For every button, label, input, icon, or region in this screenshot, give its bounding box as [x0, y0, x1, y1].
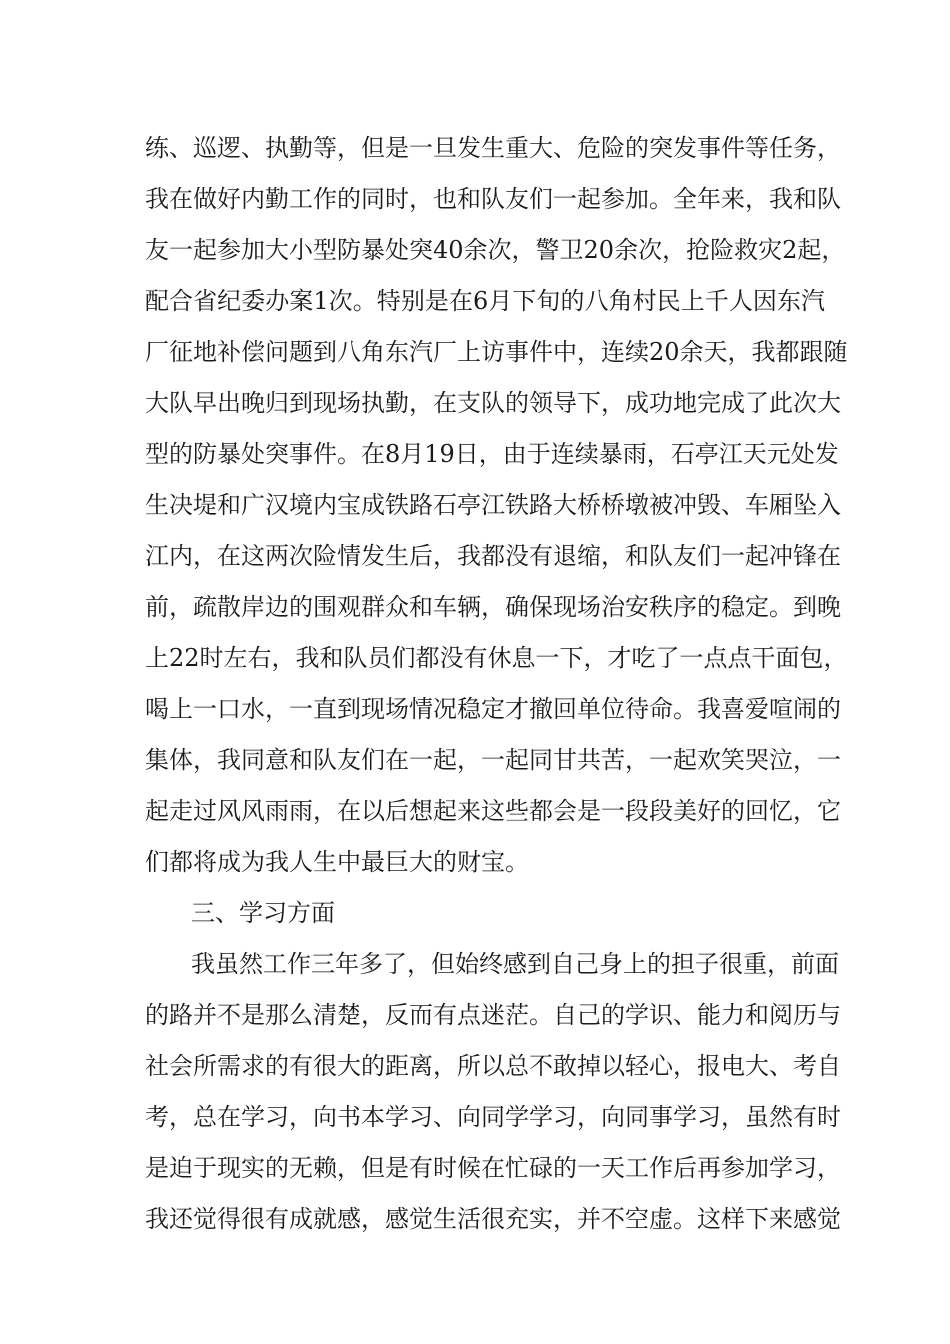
text-line: 我在做好内勤工作的同时，也和队友们一起参加。全年来，我和队	[145, 185, 841, 213]
section-heading: 三、学习方面	[191, 899, 335, 927]
text-line: 配合省纪委办案1次。特别是在6月下旬的八角村民上千人因东汽	[145, 287, 825, 315]
text-line: 练、巡逻、执勤等，但是一旦发生重大、危险的突发事件等任务，	[145, 134, 841, 162]
text-line: 生决堤和广汉境内宝成铁路石亭江铁路大桥桥墩被冲毁、车厢坠入	[145, 491, 841, 519]
text-line: 大队早出晚归到现场执勤，在支队的领导下，成功地完成了此次大	[145, 389, 841, 417]
text-line: 喝上一口水，一直到现场情况稳定才撤回单位待命。我喜爱喧闹的	[145, 695, 841, 723]
text-line: 的路并不是那么清楚，反而有点迷茫。自己的学识、能力和阅历与	[145, 1001, 841, 1029]
paragraph-first-line: 我虽然工作三年多了，但始终感到自己身上的担子很重，前面	[191, 950, 839, 978]
text-line: 友一起参加大小型防暴处突40余次，警卫20余次，抢险救灾2起，	[145, 236, 846, 264]
text-line: 们都将成为我人生中最巨大的财宝。	[145, 848, 529, 876]
text-line: 集体，我同意和队友们在一起，一起同甘共苦，一起欢笑哭泣，一	[145, 746, 841, 774]
text-line: 前，疏散岸边的围观群众和车辆，确保现场治安秩序的稳定。到晚	[145, 593, 841, 621]
text-line: 型的防暴处突事件。在8月19日，由于连续暴雨，石亭江天元处发	[145, 440, 839, 468]
text-line: 是迫于现实的无赖，但是有时候在忙碌的一天工作后再参加学习，	[145, 1154, 841, 1182]
text-line: 社会所需求的有很大的距离，所以总不敢掉以轻心，报电大、考自	[145, 1052, 841, 1080]
text-line: 起走过风风雨雨，在以后想起来这些都会是一段段美好的回忆，它	[145, 797, 841, 825]
text-line: 江内，在这两次险情发生后，我都没有退缩，和队友们一起冲锋在	[145, 542, 841, 570]
text-line: 考，总在学习，向书本学习、向同学学习，向同事学习，虽然有时	[145, 1103, 841, 1131]
text-line: 我还觉得很有成就感，感觉生活很充实，并不空虚。这样下来感觉	[145, 1205, 841, 1233]
text-line: 厂征地补偿问题到八角东汽厂上访事件中，连续20余天，我都跟随	[145, 338, 848, 366]
text-line: 上22时左右，我和队员们都没有休息一下，才吃了一点点干面包，	[145, 644, 848, 672]
